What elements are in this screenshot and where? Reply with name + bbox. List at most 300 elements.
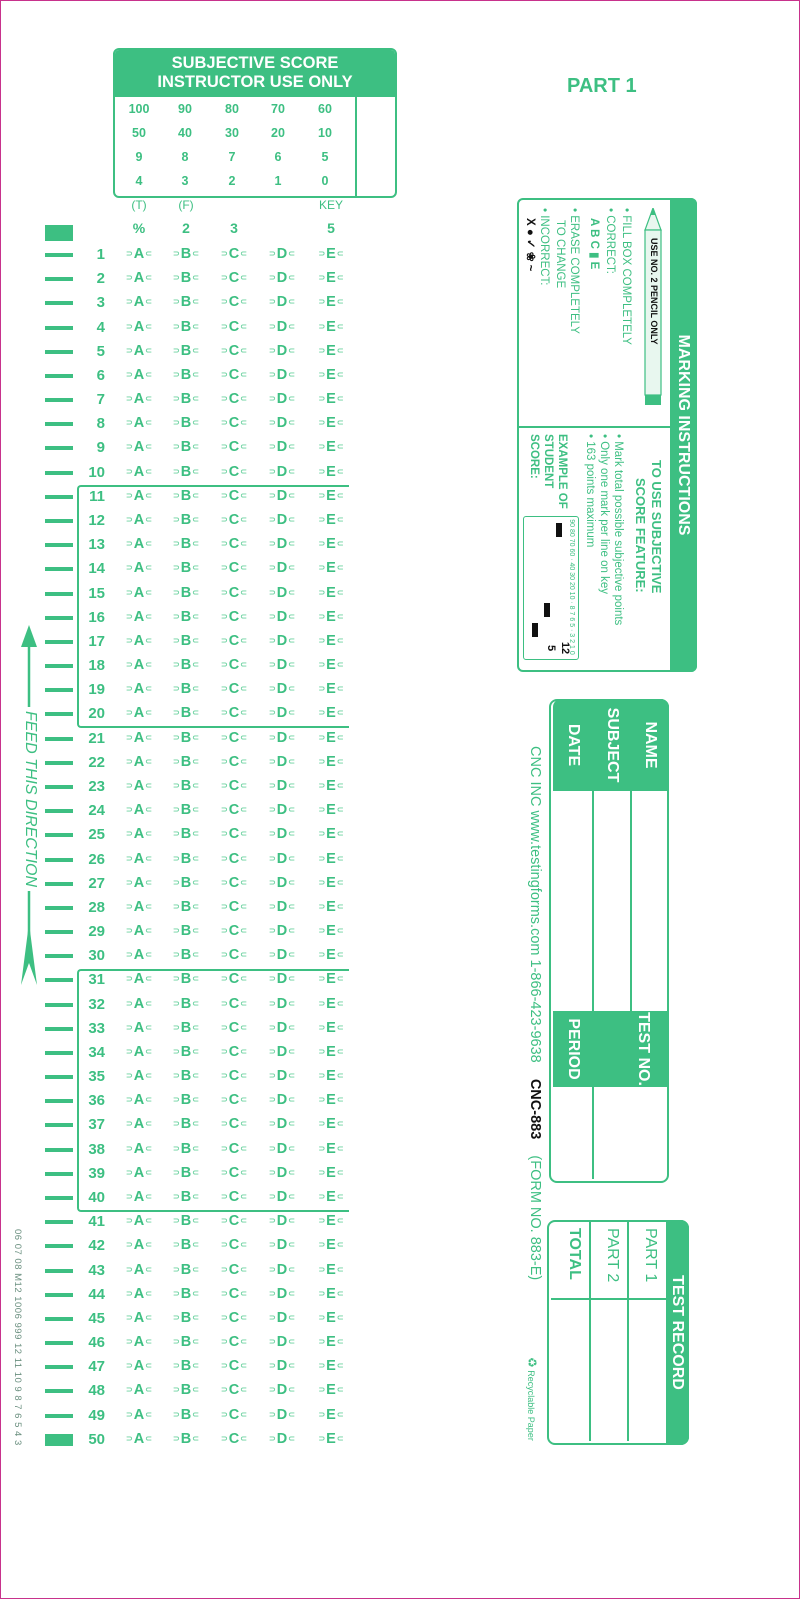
- answer-bubble-a[interactable]: ⊃ A ⊂: [119, 270, 159, 286]
- answer-bubble-d[interactable]: ⊃ D ⊂: [262, 1020, 302, 1036]
- answer-bubble-c[interactable]: ⊃ C ⊂: [214, 1165, 254, 1181]
- answer-bubble-c[interactable]: ⊃ C ⊂: [214, 488, 254, 504]
- answer-bubble-e[interactable]: ⊃ E ⊂: [311, 1044, 351, 1060]
- answer-bubble-c[interactable]: ⊃ C ⊂: [214, 319, 254, 335]
- timing-mark: [45, 737, 73, 741]
- answer-bubble-c[interactable]: ⊃ C ⊂: [214, 1334, 254, 1350]
- question-row: [1, 630, 361, 654]
- question-row: [1, 509, 361, 533]
- answer-bubble-a[interactable]: ⊃ A ⊂: [119, 319, 159, 335]
- answer-bubble-e[interactable]: ⊃ E ⊂: [311, 1092, 351, 1108]
- answer-bubble-c[interactable]: ⊃ C ⊂: [214, 923, 254, 939]
- answer-bubble-b[interactable]: ⊃ B ⊂: [166, 439, 206, 455]
- answer-bubble-d[interactable]: ⊃ D ⊂: [262, 609, 302, 625]
- answer-bubble-b[interactable]: ⊃ B ⊂: [166, 246, 206, 262]
- answer-bubble-e[interactable]: ⊃ E ⊂: [311, 996, 351, 1012]
- answer-bubble-c[interactable]: ⊃ C ⊂: [214, 730, 254, 746]
- period-field[interactable]: [555, 1087, 592, 1177]
- answer-bubble-b[interactable]: ⊃ B ⊂: [166, 730, 206, 746]
- answer-bubble-e[interactable]: ⊃ E ⊂: [311, 1141, 351, 1157]
- answer-bubble-e[interactable]: ⊃ E ⊂: [311, 488, 351, 504]
- answer-bubble-e[interactable]: ⊃ E ⊂: [311, 439, 351, 455]
- answer-bubble-a[interactable]: ⊃ A ⊂: [119, 947, 159, 963]
- answer-bubble-d[interactable]: ⊃ D ⊂: [262, 1334, 302, 1350]
- answer-bubble-e[interactable]: ⊃ E ⊂: [311, 1334, 351, 1350]
- answer-bubble-a[interactable]: ⊃ A ⊂: [119, 633, 159, 649]
- answer-bubble-d[interactable]: ⊃ D ⊂: [262, 971, 302, 987]
- answer-bubble-a[interactable]: ⊃ A ⊂: [119, 1237, 159, 1253]
- answer-bubble-a[interactable]: ⊃ A ⊂: [119, 488, 159, 504]
- question-row: [1, 727, 361, 751]
- answer-bubble-d[interactable]: ⊃ D ⊂: [262, 560, 302, 576]
- answer-bubble-e[interactable]: ⊃ E ⊂: [311, 1237, 351, 1253]
- answer-bubble-a[interactable]: ⊃ A ⊂: [119, 391, 159, 407]
- answer-bubble-d[interactable]: ⊃ D ⊂: [262, 1431, 302, 1447]
- key-5[interactable]: 5: [327, 220, 335, 236]
- answer-bubble-d[interactable]: ⊃ D ⊂: [262, 1407, 302, 1423]
- answer-bubble-b[interactable]: ⊃ B ⊂: [166, 415, 206, 431]
- subjective-bubble[interactable]: 30: [225, 126, 239, 140]
- answer-bubble-e[interactable]: ⊃ E ⊂: [311, 1310, 351, 1326]
- answer-bubble-b[interactable]: ⊃ B ⊂: [166, 1407, 206, 1423]
- answer-bubble-e[interactable]: ⊃ E ⊂: [311, 826, 351, 842]
- answer-bubble-a[interactable]: ⊃ A ⊂: [119, 681, 159, 697]
- answer-bubble-c[interactable]: ⊃ C ⊂: [214, 996, 254, 1012]
- answer-bubble-b[interactable]: ⊃ B ⊂: [166, 1213, 206, 1229]
- key-percent[interactable]: %: [132, 220, 146, 236]
- answer-bubble-e[interactable]: ⊃ E ⊂: [311, 875, 351, 891]
- answer-bubble-a[interactable]: ⊃ A ⊂: [119, 875, 159, 891]
- answer-bubble-d[interactable]: ⊃ D ⊂: [262, 1262, 302, 1278]
- answer-bubble-c[interactable]: ⊃ C ⊂: [214, 1237, 254, 1253]
- answer-bubble-d[interactable]: ⊃ D ⊂: [262, 681, 302, 697]
- answer-bubble-c[interactable]: ⊃ C ⊂: [214, 802, 254, 818]
- question-number: 47: [88, 1358, 105, 1376]
- answer-bubble-d[interactable]: ⊃ D ⊂: [262, 633, 302, 649]
- question-row: [1, 388, 361, 412]
- answer-bubble-b[interactable]: ⊃ B ⊂: [166, 294, 206, 310]
- answer-bubble-d[interactable]: ⊃ D ⊂: [262, 367, 302, 383]
- subjective-bubble[interactable]: 6: [274, 150, 282, 164]
- answer-bubble-c[interactable]: ⊃ C ⊂: [214, 246, 254, 262]
- answer-bubble-c[interactable]: ⊃ C ⊂: [214, 971, 254, 987]
- question-number: 12: [88, 511, 105, 529]
- answer-bubble-c[interactable]: ⊃ C ⊂: [214, 343, 254, 359]
- answer-bubble-b[interactable]: ⊃ B ⊂: [166, 1382, 206, 1398]
- key-3[interactable]: 3: [230, 220, 238, 236]
- question-number: 36: [88, 1092, 105, 1110]
- answer-bubble-a[interactable]: ⊃ A ⊂: [119, 1020, 159, 1036]
- answer-bubble-c[interactable]: ⊃ C ⊂: [214, 875, 254, 891]
- answer-bubble-e[interactable]: ⊃ E ⊂: [311, 899, 351, 915]
- answer-bubble-b[interactable]: ⊃ B ⊂: [166, 319, 206, 335]
- answer-bubble-b[interactable]: ⊃ B ⊂: [166, 826, 206, 842]
- answer-bubble-c[interactable]: ⊃ C ⊂: [214, 367, 254, 383]
- answer-bubble-a[interactable]: ⊃ A ⊂: [119, 657, 159, 673]
- answer-bubble-e[interactable]: ⊃ E ⊂: [311, 1431, 351, 1447]
- answer-bubble-d[interactable]: ⊃ D ⊂: [262, 923, 302, 939]
- answer-bubble-b[interactable]: ⊃ B ⊂: [166, 899, 206, 915]
- answer-bubble-a[interactable]: ⊃ A ⊂: [119, 1116, 159, 1132]
- answer-bubble-e[interactable]: ⊃ E ⊂: [311, 971, 351, 987]
- answer-bubble-b[interactable]: ⊃ B ⊂: [166, 947, 206, 963]
- answer-bubble-a[interactable]: ⊃ A ⊂: [119, 1407, 159, 1423]
- answer-bubble-c[interactable]: ⊃ C ⊂: [214, 294, 254, 310]
- subjective-bubble[interactable]: 60: [318, 102, 332, 116]
- answer-bubble-b[interactable]: ⊃ B ⊂: [166, 802, 206, 818]
- subjective-bubble[interactable]: 2: [228, 174, 236, 188]
- answer-bubble-b[interactable]: ⊃ B ⊂: [166, 270, 206, 286]
- answer-bubble-c[interactable]: ⊃ C ⊂: [214, 1044, 254, 1060]
- answer-bubble-e[interactable]: ⊃ E ⊂: [311, 802, 351, 818]
- answer-bubble-b[interactable]: ⊃ B ⊂: [166, 705, 206, 721]
- answer-bubble-e[interactable]: ⊃ E ⊂: [311, 1068, 351, 1084]
- answer-bubble-d[interactable]: ⊃ D ⊂: [262, 1286, 302, 1302]
- key-2[interactable]: 2: [182, 220, 190, 236]
- answer-bubble-a[interactable]: ⊃ A ⊂: [119, 464, 159, 480]
- answer-bubble-b[interactable]: ⊃ B ⊂: [166, 851, 206, 867]
- answer-bubble-d[interactable]: ⊃ D ⊂: [262, 294, 302, 310]
- answer-bubble-c[interactable]: ⊃ C ⊂: [214, 1382, 254, 1398]
- answer-bubble-a[interactable]: ⊃ A ⊂: [119, 1189, 159, 1205]
- answer-bubble-c[interactable]: ⊃ C ⊂: [214, 1068, 254, 1084]
- answer-bubble-a[interactable]: ⊃ A ⊂: [119, 1141, 159, 1157]
- answer-bubble-d[interactable]: ⊃ D ⊂: [262, 1044, 302, 1060]
- answer-bubble-b[interactable]: ⊃ B ⊂: [166, 875, 206, 891]
- answer-bubble-a[interactable]: ⊃ A ⊂: [119, 730, 159, 746]
- answer-bubble-e[interactable]: ⊃ E ⊂: [311, 343, 351, 359]
- answer-bubble-b[interactable]: ⊃ B ⊂: [166, 996, 206, 1012]
- answer-bubble-b[interactable]: ⊃ B ⊂: [166, 633, 206, 649]
- answer-bubble-a[interactable]: ⊃ A ⊂: [119, 246, 159, 262]
- answer-bubble-e[interactable]: ⊃ E ⊂: [311, 778, 351, 794]
- answer-bubble-c[interactable]: ⊃ C ⊂: [214, 1213, 254, 1229]
- answer-bubble-c[interactable]: ⊃ C ⊂: [214, 1189, 254, 1205]
- question-row: [1, 461, 361, 485]
- answer-bubble-a[interactable]: ⊃ A ⊂: [119, 851, 159, 867]
- question-number: 41: [88, 1213, 105, 1231]
- total-score-field[interactable]: [555, 1302, 589, 1438]
- answer-bubble-a[interactable]: ⊃ A ⊂: [119, 439, 159, 455]
- answer-bubble-a[interactable]: ⊃ A ⊂: [119, 1431, 159, 1447]
- answer-bubble-e[interactable]: ⊃ E ⊂: [311, 1165, 351, 1181]
- answer-bubble-d[interactable]: ⊃ D ⊂: [262, 585, 302, 601]
- answer-bubble-d[interactable]: ⊃ D ⊂: [262, 439, 302, 455]
- answer-bubble-e[interactable]: ⊃ E ⊂: [311, 270, 351, 286]
- answer-bubble-b[interactable]: ⊃ B ⊂: [166, 1310, 206, 1326]
- answer-bubble-c[interactable]: ⊃ C ⊂: [214, 657, 254, 673]
- answer-bubble-b[interactable]: ⊃ B ⊂: [166, 391, 206, 407]
- question-row: [1, 848, 361, 872]
- answer-bubble-b[interactable]: ⊃ B ⊂: [166, 681, 206, 697]
- answer-bubble-d[interactable]: ⊃ D ⊂: [262, 851, 302, 867]
- answer-bubble-a[interactable]: ⊃ A ⊂: [119, 923, 159, 939]
- answer-bubble-e[interactable]: ⊃ E ⊂: [311, 1286, 351, 1302]
- answer-bubble-a[interactable]: ⊃ A ⊂: [119, 343, 159, 359]
- answer-bubble-d[interactable]: ⊃ D ⊂: [262, 536, 302, 552]
- answer-bubble-e[interactable]: ⊃ E ⊂: [311, 560, 351, 576]
- subjective-bubble[interactable]: 40: [178, 126, 192, 140]
- answer-bubble-c[interactable]: ⊃ C ⊂: [214, 1407, 254, 1423]
- answer-bubble-b[interactable]: ⊃ B ⊂: [166, 754, 206, 770]
- test-no-field[interactable]: [594, 1087, 669, 1177]
- answer-bubble-b[interactable]: ⊃ B ⊂: [166, 923, 206, 939]
- answer-bubble-d[interactable]: ⊃ D ⊂: [262, 705, 302, 721]
- answer-bubble-b[interactable]: ⊃ B ⊂: [166, 1116, 206, 1132]
- question-row: [1, 267, 361, 291]
- answer-bubble-c[interactable]: ⊃ C ⊂: [214, 609, 254, 625]
- answer-bubble-d[interactable]: ⊃ D ⊂: [262, 802, 302, 818]
- answer-bubble-a[interactable]: ⊃ A ⊂: [119, 1358, 159, 1374]
- question-number: 35: [88, 1068, 105, 1086]
- answer-bubble-a[interactable]: ⊃ A ⊂: [119, 1068, 159, 1084]
- answer-bubble-e[interactable]: ⊃ E ⊂: [311, 633, 351, 649]
- answer-bubble-a[interactable]: ⊃ A ⊂: [119, 1165, 159, 1181]
- answer-bubble-d[interactable]: ⊃ D ⊂: [262, 1068, 302, 1084]
- answer-bubble-d[interactable]: ⊃ D ⊂: [262, 1382, 302, 1398]
- answer-bubble-a[interactable]: ⊃ A ⊂: [119, 996, 159, 1012]
- answer-bubble-b[interactable]: ⊃ B ⊂: [166, 1262, 206, 1278]
- answer-bubble-b[interactable]: ⊃ B ⊂: [166, 1020, 206, 1036]
- answer-bubble-d[interactable]: ⊃ D ⊂: [262, 1092, 302, 1108]
- answer-bubble-d[interactable]: ⊃ D ⊂: [262, 826, 302, 842]
- answer-bubble-d[interactable]: ⊃ D ⊂: [262, 512, 302, 528]
- answer-bubble-d[interactable]: ⊃ D ⊂: [262, 1237, 302, 1253]
- answer-bubble-c[interactable]: ⊃ C ⊂: [214, 778, 254, 794]
- answer-bubble-b[interactable]: ⊃ B ⊂: [166, 1189, 206, 1205]
- answer-bubble-a[interactable]: ⊃ A ⊂: [119, 609, 159, 625]
- answer-bubble-e[interactable]: ⊃ E ⊂: [311, 585, 351, 601]
- answer-bubble-d[interactable]: ⊃ D ⊂: [262, 657, 302, 673]
- answer-bubble-b[interactable]: ⊃ B ⊂: [166, 1286, 206, 1302]
- answer-bubble-b[interactable]: ⊃ B ⊂: [166, 1068, 206, 1084]
- answer-bubble-a[interactable]: ⊃ A ⊂: [119, 585, 159, 601]
- answer-bubble-c[interactable]: ⊃ C ⊂: [214, 439, 254, 455]
- answer-bubble-c[interactable]: ⊃ C ⊂: [214, 681, 254, 697]
- answer-bubble-e[interactable]: ⊃ E ⊂: [311, 464, 351, 480]
- answer-bubble-c[interactable]: ⊃ C ⊂: [214, 754, 254, 770]
- answer-bubble-c[interactable]: ⊃ C ⊂: [214, 512, 254, 528]
- subject-field[interactable]: [594, 791, 631, 1011]
- answer-bubble-d[interactable]: ⊃ D ⊂: [262, 270, 302, 286]
- answer-bubble-a[interactable]: ⊃ A ⊂: [119, 367, 159, 383]
- recyclable-text: Recyclable Paper: [526, 1370, 536, 1441]
- answer-bubble-b[interactable]: ⊃ B ⊂: [166, 488, 206, 504]
- answer-bubble-d[interactable]: ⊃ D ⊂: [262, 899, 302, 915]
- answer-bubble-e[interactable]: ⊃ E ⊂: [311, 319, 351, 335]
- answer-bubble-c[interactable]: ⊃ C ⊂: [214, 1431, 254, 1447]
- answer-bubble-a[interactable]: ⊃ A ⊂: [119, 536, 159, 552]
- subjective-bubble[interactable]: 3: [181, 174, 189, 188]
- answer-bubble-b[interactable]: ⊃ B ⊂: [166, 343, 206, 359]
- answer-bubble-d[interactable]: ⊃ D ⊂: [262, 1310, 302, 1326]
- answer-bubble-c[interactable]: ⊃ C ⊂: [214, 1262, 254, 1278]
- answer-bubble-d[interactable]: ⊃ D ⊂: [262, 778, 302, 794]
- subjective-bubble[interactable]: 0: [321, 174, 329, 188]
- answer-bubble-a[interactable]: ⊃ A ⊂: [119, 705, 159, 721]
- subjective-bubble[interactable]: 7: [228, 150, 236, 164]
- answer-bubble-e[interactable]: ⊃ E ⊂: [311, 246, 351, 262]
- subjective-bubble[interactable]: 100: [128, 102, 150, 116]
- answer-bubble-e[interactable]: ⊃ E ⊂: [311, 851, 351, 867]
- subjective-bubble[interactable]: 80: [225, 102, 239, 116]
- answer-bubble-e[interactable]: ⊃ E ⊂: [311, 681, 351, 697]
- answer-bubble-d[interactable]: ⊃ D ⊂: [262, 947, 302, 963]
- subjective-bullet-2: • Only one mark per line on key: [598, 434, 610, 594]
- subjective-bubble[interactable]: 70: [271, 102, 285, 116]
- answer-bubble-a[interactable]: ⊃ A ⊂: [119, 1334, 159, 1350]
- subjective-bubble[interactable]: 90: [178, 102, 192, 116]
- question-number: 19: [88, 681, 105, 699]
- answer-bubble-d[interactable]: ⊃ D ⊂: [262, 319, 302, 335]
- answer-bubble-e[interactable]: ⊃ E ⊂: [311, 947, 351, 963]
- answer-bubble-c[interactable]: ⊃ C ⊂: [214, 415, 254, 431]
- answer-bubble-b[interactable]: ⊃ B ⊂: [166, 657, 206, 673]
- answer-bubble-b[interactable]: ⊃ B ⊂: [166, 1431, 206, 1447]
- answer-bubble-b[interactable]: ⊃ B ⊂: [166, 1141, 206, 1157]
- answer-bubble-e[interactable]: ⊃ E ⊂: [311, 367, 351, 383]
- answer-bubble-a[interactable]: ⊃ A ⊂: [119, 1310, 159, 1326]
- answer-bubble-a[interactable]: ⊃ A ⊂: [119, 1286, 159, 1302]
- answer-bubble-e[interactable]: ⊃ E ⊂: [311, 609, 351, 625]
- answer-bubble-e[interactable]: ⊃ E ⊂: [311, 294, 351, 310]
- answer-bubble-d[interactable]: ⊃ D ⊂: [262, 464, 302, 480]
- answer-bubble-c[interactable]: ⊃ C ⊂: [214, 633, 254, 649]
- subjective-bubble[interactable]: 5: [321, 150, 329, 164]
- answer-bubble-d[interactable]: ⊃ D ⊂: [262, 875, 302, 891]
- answer-bubble-b[interactable]: ⊃ B ⊂: [166, 512, 206, 528]
- answer-bubble-c[interactable]: ⊃ C ⊂: [214, 705, 254, 721]
- answer-bubble-c[interactable]: ⊃ C ⊂: [214, 899, 254, 915]
- answer-bubble-a[interactable]: ⊃ A ⊂: [119, 1092, 159, 1108]
- answer-bubble-c[interactable]: ⊃ C ⊂: [214, 851, 254, 867]
- subjective-bubble[interactable]: 4: [135, 174, 143, 188]
- answer-bubble-a[interactable]: ⊃ A ⊂: [119, 1213, 159, 1229]
- answer-bubble-b[interactable]: ⊃ B ⊂: [166, 536, 206, 552]
- answer-bubble-c[interactable]: ⊃ C ⊂: [214, 1286, 254, 1302]
- answer-bubble-b[interactable]: ⊃ B ⊂: [166, 609, 206, 625]
- answer-bubble-a[interactable]: ⊃ A ⊂: [119, 971, 159, 987]
- answer-bubble-b[interactable]: ⊃ B ⊂: [166, 367, 206, 383]
- answer-bubble-a[interactable]: ⊃ A ⊂: [119, 512, 159, 528]
- answer-bubble-b[interactable]: ⊃ B ⊂: [166, 1165, 206, 1181]
- answer-bubble-d[interactable]: ⊃ D ⊂: [262, 996, 302, 1012]
- answer-bubble-e[interactable]: ⊃ E ⊂: [311, 754, 351, 770]
- answer-bubble-e[interactable]: ⊃ E ⊂: [311, 1020, 351, 1036]
- answer-bubble-b[interactable]: ⊃ B ⊂: [166, 1237, 206, 1253]
- answer-bubble-b[interactable]: ⊃ B ⊂: [166, 1358, 206, 1374]
- answer-bubble-c[interactable]: ⊃ C ⊂: [214, 1141, 254, 1157]
- answer-bubble-d[interactable]: ⊃ D ⊂: [262, 343, 302, 359]
- form-code: CNC-883: [527, 1078, 543, 1140]
- answer-bubble-d[interactable]: ⊃ D ⊂: [262, 246, 302, 262]
- answer-bubble-e[interactable]: ⊃ E ⊂: [311, 1382, 351, 1398]
- answer-bubble-c[interactable]: ⊃ C ⊂: [214, 1358, 254, 1374]
- answer-bubble-b[interactable]: ⊃ B ⊂: [166, 560, 206, 576]
- answer-bubble-a[interactable]: ⊃ A ⊂: [119, 778, 159, 794]
- answer-bubble-d[interactable]: ⊃ D ⊂: [262, 1165, 302, 1181]
- answer-bubble-e[interactable]: ⊃ E ⊂: [311, 1407, 351, 1423]
- answer-bubble-d[interactable]: ⊃ D ⊂: [262, 1189, 302, 1205]
- answer-bubble-d[interactable]: ⊃ D ⊂: [262, 754, 302, 770]
- answer-bubble-a[interactable]: ⊃ A ⊂: [119, 899, 159, 915]
- answer-bubble-a[interactable]: ⊃ A ⊂: [119, 560, 159, 576]
- answer-bubble-c[interactable]: ⊃ C ⊂: [214, 1116, 254, 1132]
- name-field[interactable]: [632, 791, 669, 1011]
- answer-bubble-b[interactable]: ⊃ B ⊂: [166, 464, 206, 480]
- answer-bubble-d[interactable]: ⊃ D ⊂: [262, 1213, 302, 1229]
- answer-bubble-a[interactable]: ⊃ A ⊂: [119, 415, 159, 431]
- answer-bubble-b[interactable]: ⊃ B ⊂: [166, 1092, 206, 1108]
- answer-bubble-a[interactable]: ⊃ A ⊂: [119, 826, 159, 842]
- answer-bubble-e[interactable]: ⊃ E ⊂: [311, 1189, 351, 1205]
- part1-score-field[interactable]: [631, 1302, 665, 1438]
- answer-bubble-c[interactable]: ⊃ C ⊂: [214, 560, 254, 576]
- answer-bubble-e[interactable]: ⊃ E ⊂: [311, 923, 351, 939]
- question-number: 8: [96, 415, 105, 433]
- answer-bubble-c[interactable]: ⊃ C ⊂: [214, 585, 254, 601]
- part2-score-field[interactable]: [593, 1302, 627, 1438]
- answer-bubble-c[interactable]: ⊃ C ⊂: [214, 464, 254, 480]
- answer-bubble-d[interactable]: ⊃ D ⊂: [262, 1358, 302, 1374]
- answer-bubble-a[interactable]: ⊃ A ⊂: [119, 1382, 159, 1398]
- answer-bubble-e[interactable]: ⊃ E ⊂: [311, 705, 351, 721]
- answer-bubble-e[interactable]: ⊃ E ⊂: [311, 730, 351, 746]
- answer-bubble-a[interactable]: ⊃ A ⊂: [119, 1262, 159, 1278]
- answer-bubble-d[interactable]: ⊃ D ⊂: [262, 391, 302, 407]
- answer-bubble-a[interactable]: ⊃ A ⊂: [119, 754, 159, 770]
- subjective-bubble[interactable]: 20: [271, 126, 285, 140]
- answer-bubble-e[interactable]: ⊃ E ⊂: [311, 1116, 351, 1132]
- answer-bubble-c[interactable]: ⊃ C ⊂: [214, 536, 254, 552]
- answer-bubble-d[interactable]: ⊃ D ⊂: [262, 730, 302, 746]
- answer-bubble-b[interactable]: ⊃ B ⊂: [166, 1334, 206, 1350]
- answer-bubble-b[interactable]: ⊃ B ⊂: [166, 778, 206, 794]
- answer-bubble-d[interactable]: ⊃ D ⊂: [262, 1141, 302, 1157]
- answer-bubble-c[interactable]: ⊃ C ⊂: [214, 826, 254, 842]
- answer-bubble-e[interactable]: ⊃ E ⊂: [311, 1262, 351, 1278]
- answer-bubble-c[interactable]: ⊃ C ⊂: [214, 1310, 254, 1326]
- subjective-bubble[interactable]: 1: [274, 174, 282, 188]
- date-field[interactable]: [555, 791, 592, 1011]
- subjective-bubble[interactable]: 8: [181, 150, 189, 164]
- answer-bubble-a[interactable]: ⊃ A ⊂: [119, 802, 159, 818]
- answer-bubble-d[interactable]: ⊃ D ⊂: [262, 415, 302, 431]
- answer-bubble-c[interactable]: ⊃ C ⊂: [214, 270, 254, 286]
- answer-bubble-e[interactable]: ⊃ E ⊂: [311, 657, 351, 673]
- answer-bubble-b[interactable]: ⊃ B ⊂: [166, 585, 206, 601]
- answer-bubble-e[interactable]: ⊃ E ⊂: [311, 536, 351, 552]
- answer-bubble-e[interactable]: ⊃ E ⊂: [311, 415, 351, 431]
- answer-bubble-c[interactable]: ⊃ C ⊂: [214, 1092, 254, 1108]
- answer-bubble-c[interactable]: ⊃ C ⊂: [214, 391, 254, 407]
- answer-bubble-d[interactable]: ⊃ D ⊂: [262, 1116, 302, 1132]
- answer-bubble-e[interactable]: ⊃ E ⊂: [311, 1358, 351, 1374]
- answer-bubble-c[interactable]: ⊃ C ⊂: [214, 947, 254, 963]
- subjective-bubble[interactable]: 9: [135, 150, 143, 164]
- answer-bubble-b[interactable]: ⊃ B ⊂: [166, 1044, 206, 1060]
- answer-bubble-a[interactable]: ⊃ A ⊂: [119, 1044, 159, 1060]
- subjective-bubble[interactable]: 50: [132, 126, 146, 140]
- answer-bubble-b[interactable]: ⊃ B ⊂: [166, 971, 206, 987]
- answer-bubble-e[interactable]: ⊃ E ⊂: [311, 391, 351, 407]
- answer-bubble-c[interactable]: ⊃ C ⊂: [214, 1020, 254, 1036]
- subjective-bubble[interactable]: 10: [318, 126, 332, 140]
- answer-bubble-d[interactable]: ⊃ D ⊂: [262, 488, 302, 504]
- answer-bubble-a[interactable]: ⊃ A ⊂: [119, 294, 159, 310]
- answer-bubble-e[interactable]: ⊃ E ⊂: [311, 1213, 351, 1229]
- answer-bubble-e[interactable]: ⊃ E ⊂: [311, 512, 351, 528]
